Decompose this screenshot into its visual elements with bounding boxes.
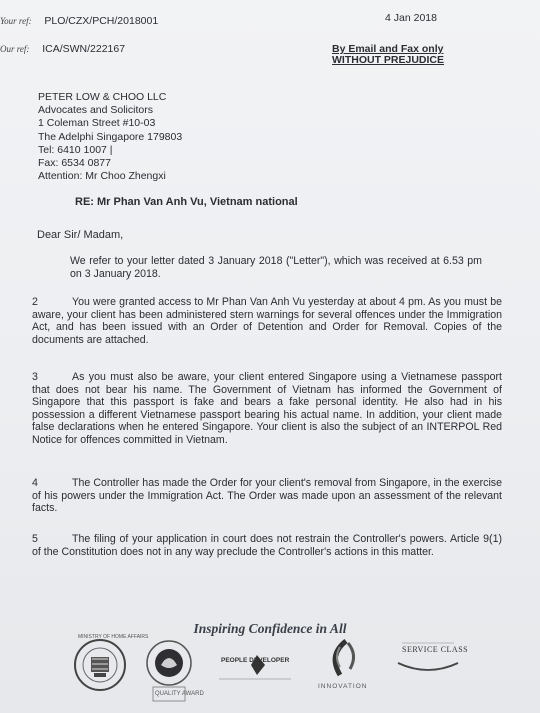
logo-caption: QUALITY AWARD <box>155 691 204 697</box>
address-line: Fax: 6534 0877 <box>38 157 111 170</box>
paragraph-4 <box>32 477 502 515</box>
your-ref-value: PLO/CZX/PCH/2018001 <box>44 15 159 27</box>
our-ref-value: ICA/SWN/222167 <box>42 43 126 55</box>
salutation: Dear Sir/ Madam, <box>37 229 124 241</box>
address-line: PETER LOW & CHOO LLC <box>38 91 167 103</box>
paragraph-number: 4 <box>32 477 38 489</box>
our-ref-label: Our ref: <box>0 44 30 54</box>
recipient-address <box>38 91 182 183</box>
delivery-line-email-fax: By Email and Fax only <box>332 43 444 55</box>
singapore-quality-award-seal-icon <box>143 639 204 705</box>
logo-caption: PEOPLE DEVELOPER <box>221 657 290 664</box>
paragraph-1 <box>34 255 482 280</box>
footer-tagline: Inspiring Confidence in All <box>193 621 347 636</box>
delivery-method <box>332 44 444 66</box>
innovation-class-logo-icon <box>318 637 374 690</box>
footer-logos <box>0 634 540 713</box>
paragraph-text: The Controller has made the Order for your client's removal from Singapore, in the exercise of his powers under the Immigration Act. The Order was made upon an assessment of the relevant facts. <box>32 477 502 515</box>
logo-caption: INNOVATION <box>318 683 368 690</box>
service-class-logo-icon <box>392 639 469 679</box>
your-ref-line <box>0 15 158 27</box>
paragraph-number: 5 <box>32 533 38 545</box>
our-ref-line <box>0 43 125 55</box>
address-line: Attention: Mr Choo Zhengxi <box>38 170 166 183</box>
your-ref-label: Your ref: <box>0 16 32 26</box>
paragraph-text: As you must also be aware, your client entered Singapore using a Vietnamese passport that does not bear his name. The Government of Vietnam has informed the Government of Singapore that this passport is fake and bears a fake personal identity. He also had in his possession a different Vietnamese passport bearing his actual name. In addition, your client made false declarations when he entered Singapore. Your client is also the subject of an INTERPOL Red Notice for offences committed in Vietnam. <box>32 371 502 446</box>
ministry-of-home-affairs-seal-icon <box>72 634 149 693</box>
address-line: Tel: 6410 1007 | <box>38 143 113 156</box>
people-developer-logo-icon <box>215 651 295 681</box>
logo-caption: MINISTRY OF HOME AFFAIRS <box>78 634 149 640</box>
paragraph-text: The filing of your application in court does not restrain the Controller's powers. Article 9(1) of the Constitution does not in any way preclude the Controller's actions in this matter. <box>32 533 502 558</box>
delivery-line-without-prejudice: WITHOUT PREJUDICE <box>332 54 445 66</box>
address-line: The Adelphi Singapore 179803 <box>38 130 183 143</box>
paragraph-text: We refer to your letter dated 3 January 2018 ("Letter"), which was received at 6.53 pm on 3 January 2018. <box>70 255 482 280</box>
paragraph-5 <box>32 533 502 558</box>
address-line: 1 Coleman Street #10-03 <box>38 117 156 130</box>
paragraph-number: 2 <box>32 296 38 308</box>
address-line: Advocates and Solicitors <box>38 104 153 117</box>
paragraph-3 <box>32 371 502 447</box>
subject-line: RE: Mr Phan Van Anh Vu, Vietnam national <box>75 196 298 208</box>
paragraph-number: 3 <box>32 371 38 383</box>
paragraph-2 <box>32 296 502 346</box>
paragraph-text: You were granted access to Mr Phan Van Anh Vu yesterday at about 4 pm. As you must be aware, your client has been administered stern warnings for several offences under the Immigration Act, and has been issued with an Order of Detention and Order for Removal. Copies of the documents are attached. <box>32 296 502 346</box>
letter-date: 4 Jan 2018 <box>385 12 437 24</box>
logo-caption: SERVICE CLASS <box>402 645 469 654</box>
